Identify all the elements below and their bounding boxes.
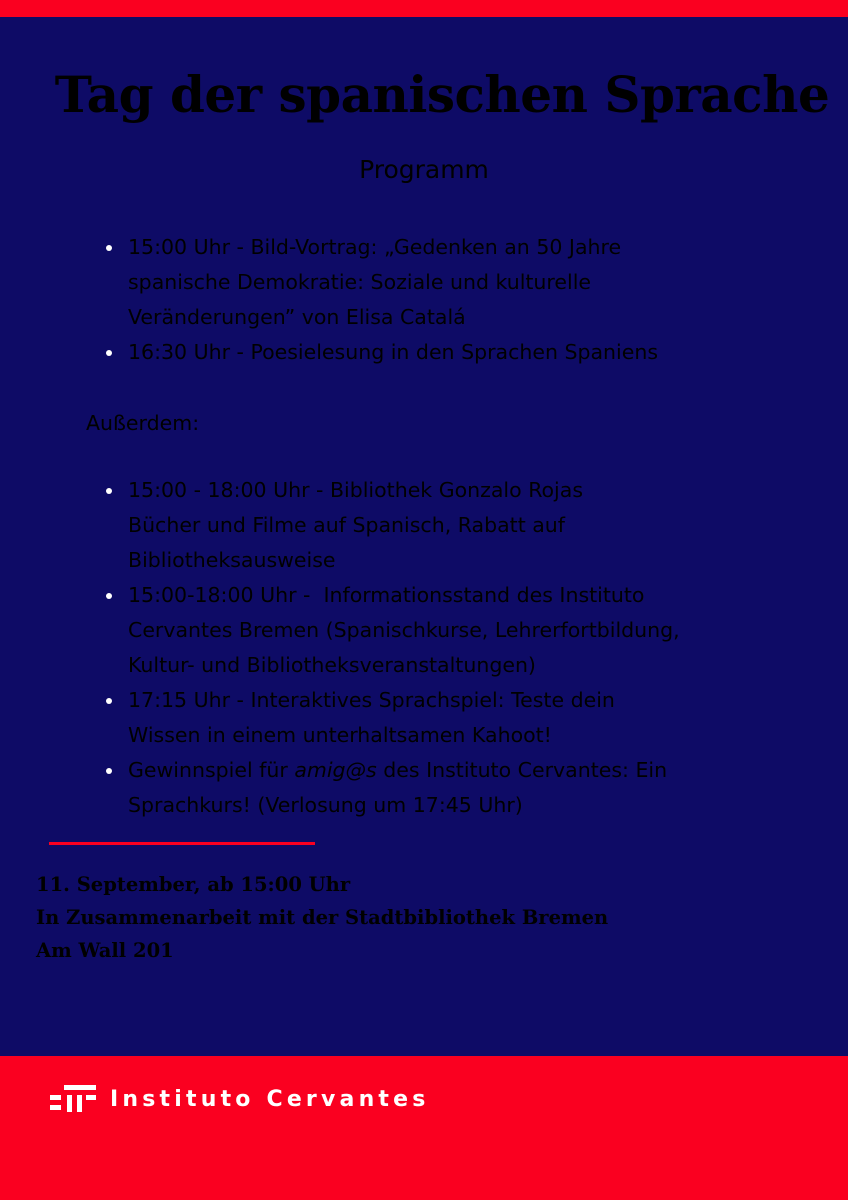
raffle-prefix: Gewinnspiel für	[128, 758, 295, 782]
event-date: 11. September, ab 15:00 Uhr	[36, 873, 351, 896]
program-item	[106, 230, 826, 335]
event-address: Am Wall 201	[36, 939, 174, 962]
extra-item-line: Bücher und Filme auf Spanisch, Rabatt auf	[128, 513, 566, 537]
bottom-red-bar	[0, 1056, 848, 1200]
divider	[49, 842, 315, 845]
program-item	[106, 335, 826, 370]
program-heading: Programm	[359, 155, 489, 184]
extra-item	[106, 473, 826, 578]
page-title: Tag der spanischen Sprache	[54, 65, 830, 124]
raffle-item	[106, 753, 826, 823]
raffle-line	[128, 753, 826, 788]
extra-item-line: Bibliotheksausweise	[128, 548, 336, 572]
event-partner: In Zusammenarbeit mit der Stadtbibliothek Bremen	[36, 906, 609, 929]
cervantes-logo-icon	[50, 1083, 96, 1113]
program-list	[106, 230, 826, 370]
raffle-emphasis: amig@s	[294, 758, 377, 782]
top-red-bar	[0, 0, 848, 17]
extra-item	[106, 683, 826, 753]
program-item-line: Veränderungen” von Elisa Catalá	[128, 305, 466, 329]
extra-item-line: 17:15 Uhr - Interaktives Sprachspiel: Teste dein	[128, 688, 615, 712]
extra-item-line: 15:00-18:00 Uhr - Informationsstand des Instituto	[128, 583, 645, 607]
raffle-suffix: des Instituto Cervantes: Ein	[376, 758, 668, 782]
extra-item-line: Cervantes Bremen (Spanischkurse, Lehrerfortbildung,	[128, 618, 680, 642]
program-item-line: spanische Demokratie: Soziale und kulturelle	[128, 270, 592, 294]
brand-name: Instituto Cervantes	[110, 1087, 430, 1112]
extra-item-line: Wissen in einem unterhaltsamen Kahoot!	[128, 723, 552, 747]
program-item-line: 16:30 Uhr - Poesielesung in den Sprachen Spaniens	[128, 340, 659, 364]
event-info	[36, 868, 608, 967]
program-item-line: 15:00 Uhr - Bild-Vortrag: „Gedenken an 50 Jahre	[128, 235, 622, 259]
extras-list	[106, 473, 826, 823]
raffle-line: Sprachkurs! (Verlosung um 17:45 Uhr)	[128, 793, 523, 817]
extra-item-line: Kultur- und Bibliotheksveranstaltungen)	[128, 653, 536, 677]
extra-item	[106, 578, 826, 683]
extra-item-line: 15:00 - 18:00 Uhr - Bibliothek Gonzalo Rojas	[128, 478, 583, 502]
also-label: Außerdem:	[86, 411, 200, 435]
